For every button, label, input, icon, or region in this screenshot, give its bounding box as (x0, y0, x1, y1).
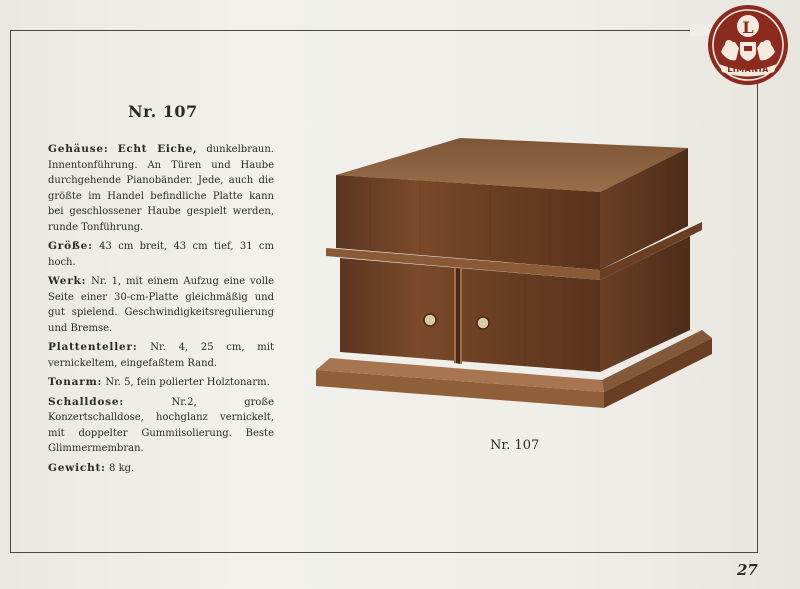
limania-logo (707, 4, 789, 86)
spec-text: Nr.2, große Konzertschalldose, hochglanz vernickelt, mit doppelter Gummiisolierung. Beste Glimmermembran. (48, 396, 274, 454)
spec-label: Gehäuse: (48, 143, 109, 155)
spec-text: dunkelbraun. Innentonführung. An Türen und Haube durchgehende Pianobänder. Jede, auch die größte im Handel befindliche Platte kann bei geschlossener Haube gespielt werden, runde Tonführung. (48, 144, 274, 233)
spec-text: Nr. 1, mit einem Aufzug eine volle Seite einer 30-cm-Platte gleichmäßig und gut spielend. Geschwindigkeitsregulierung und Bremse. (48, 276, 275, 334)
spec-list (48, 142, 274, 480)
product-title: Nr. 107 (128, 102, 198, 121)
spec-size (48, 239, 274, 270)
spec-text: Nr. 5, fein polierter Holztonarm. (105, 377, 270, 388)
spec-tonearm (48, 375, 274, 391)
spec-text: Nr. 4, 25 cm, mit vernickeltem, eingefaßtem Rand. (48, 342, 274, 369)
spec-label: Plattenteller: (48, 341, 138, 353)
spec-housing (48, 142, 274, 235)
left-door-knob-icon (424, 314, 436, 326)
right-door-knob-icon (477, 317, 489, 329)
spec-text: 43 cm breit, 43 cm tief, 31 cm hoch. (48, 241, 274, 268)
spec-label: Größe: (48, 240, 93, 252)
logo-banner-text: LIMANIA (727, 65, 769, 74)
spec-turntable (48, 340, 274, 371)
spec-mechanism (48, 274, 274, 336)
spec-soundbox (48, 395, 274, 457)
spec-highlight: Echt Eiche, (117, 143, 198, 155)
logo-letter: L (742, 18, 754, 37)
image-caption: Nr. 107 (490, 438, 540, 453)
spec-label: Gewicht: (48, 461, 106, 474)
spec-weight (48, 461, 274, 477)
page-number: 27 (737, 561, 758, 579)
spec-label: Schalldose: (48, 395, 125, 408)
spec-label: Werk: (48, 275, 87, 287)
gramophone-cabinet-illustration (310, 130, 720, 430)
spec-text: 8 kg. (109, 462, 135, 474)
spec-label: Tonarm: (48, 376, 103, 388)
